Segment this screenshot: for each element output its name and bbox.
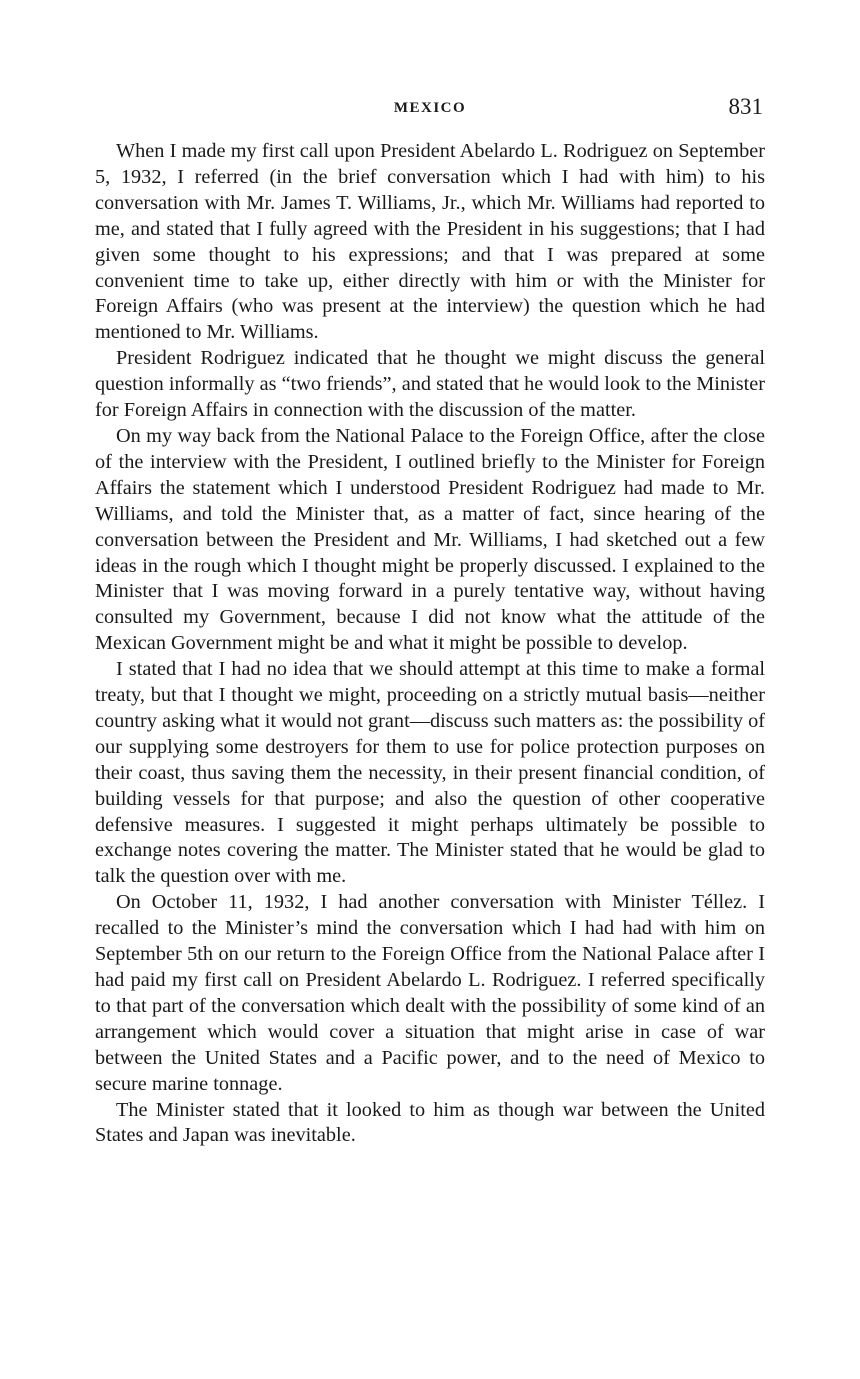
running-head: [95, 92, 765, 128]
paragraph-5: On October 11, 1932, I had another conversation with Minister Téllez. I recalled to the Minister’s mind the conversation which I had had with him on September 5th on our return to the Foreign Office from the National Palace after I had paid my first call on President Abelardo L. Rodriguez. I referred specifically to that part of the conversation which dealt with the possibility of some kind of an arrangement which would cover a situation that might arise in case of war between the United States and a Pacific power, and to the need of Mexico to secure marine tonnage.: [95, 891, 765, 1095]
page-number: 831: [728, 94, 763, 119]
paragraph-2: President Rodriguez indicated that he thought we might discuss the general question informally as “two friends”, and stated that he would look to the Minister for Foreign Affairs in connection with the discussion of the matter.: [95, 347, 765, 422]
paragraph-6: The Minister stated that it looked to him as though war between the United States and Japan was inevitable.: [95, 1098, 765, 1147]
paragraph-3: On my way back from the National Palace to the Foreign Office, after the close of the interview with the President, I outlined briefly to the Minister for Foreign Affairs the statement which I understood President Rodriguez had made to Mr. Williams, and told the Minister that, as a matter of fact, since hearing of the conversation between the President and Mr. Williams, I had sketched out a few ideas in the rough which I thought might be properly discussed. I explained to the Minister that I was moving forward in a purely tentative way, without having consulted my Government, because I did not know what the attitude of the Mexican Government might be and what it might be possible to develop.: [95, 424, 765, 655]
section-title: MEXICO: [393, 100, 467, 116]
body-text: [95, 139, 765, 1149]
paragraph-1: When I made my first call upon President Abelardo L. Rodriguez on September 5, 1932, I referred (in the brief conversation which I had with him) to his conversation with Mr. James T. Williams, Jr., which Mr. Williams had reported to me, and stated that I fully agreed with the President in his suggestions; that I had given some thought to his expressions; and that I was prepared at some convenient time to take up, either directly with him or with the Minister for Foreign Affairs (who was present at the interview) the question which he had mentioned to Mr. Williams.: [95, 140, 765, 344]
document-page: [95, 92, 765, 1149]
paragraph-4: I stated that I had no idea that we should attempt at this time to make a formal treaty, but that I thought we might, proceeding on a strictly mutual basis—neither country asking what it would not grant—discuss such matters as: the possibility of our supplying some destroyers for them to use for police protection purposes on their coast, thus saving them the necessity, in their present financial condition, of building vessels for that purpose; and also the question of other cooperative defensive measures. I suggested it might perhaps ultimately be possible to exchange notes covering the matter. The Minister stated that he would be glad to talk the question over with me.: [95, 658, 765, 888]
